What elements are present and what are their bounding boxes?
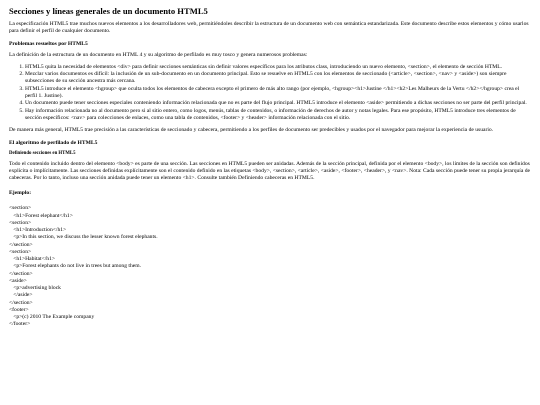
- code-line: </section>: [9, 270, 33, 277]
- code-line: <footer>: [9, 306, 29, 313]
- code-line: </section>: [9, 241, 33, 248]
- intro-paragraph: La especificación HTML5 trae muchos nuevos elementos a los desarrolladores web, permitiéndoles describir la estructura de un documento web con semántica estandarizada. Este documento describe estos elementos y cómo usarlos para definir el perfil de cualquier documento.: [9, 21, 529, 35]
- list-item: 4. Un documento puede tener secciones especiales conteniendo información relacionada que no es parte del flujo principal. HTML5 introduce el elemento <aside> permitiendo a dichas secciones no ser parte del perfil principal.: [25, 100, 531, 107]
- code-line: <p>Forest elephants do not live in trees but among them.: [9, 263, 141, 270]
- code-line: <h1>Forest elephant</h1>: [9, 212, 73, 219]
- sections-paragraph: Todo el contenido incluido dentro del elemento <body> es parte de una sección. Las secciones en HTML5 pueden ser anidadas. Además de la sección principal, definida por el elemento <body>, los límites de la sección son definidos explícita o implícitamente. Las secciones definidas explícitamente son el contenido definido en las etiquetas <body>, <section>, <article>, <aside>, <footer>, <header>, y <nav>. Nota: Cada sección puede tener su propia jerarquía de cabeceras. Por lo tanto, incluso una sección anidada puede tener un elemento <h1>. Consulte también Definiendo cabeceras en HTML5.: [9, 160, 531, 182]
- code-line: </aside>: [9, 292, 33, 299]
- code-line: <p>In this section, we discuss the lesser known forest elephants.: [9, 234, 158, 241]
- list-item: 2. Mezclar varios documentos es difícil: la inclusión de un sub-documento en un documento principal. Esto se resuelve en HTML5 con los elementos de seccionado (<article>, <section>, <nav> y <aside>) son siempre subsecciones de su sección ancestra más cercana.: [25, 71, 531, 86]
- list-item: 5. Hay información relacionada no al documento pero si al sitio entero, como logos, menús, tablas de contenidos, o información de derechos de autor y notas legales. Para ese propósito, HTML5 introduce tres elementos de sección específicos: <nav> para colecciones de enlaces, como una tabla de contenidos, <footer> y <header> información relacionada con el sitio.: [25, 108, 531, 123]
- code-example: [9, 205, 531, 328]
- problems-heading: Problemas resueltos por HTML5: [9, 40, 88, 47]
- code-line: <aside>: [9, 277, 27, 284]
- code-line: <p>advertising block: [9, 285, 61, 292]
- code-line: <section>: [9, 205, 32, 212]
- code-line: </footer>: [9, 321, 31, 328]
- problems-list: [9, 64, 531, 122]
- list-item: 3. HTML5 introduce el elemento <hgroup> que oculta todos los elementos de cabecera excepto el primero de más alto rango (por ejemplo, <hgroup><h1>Justine </h1><h2>Les Malheurs de la Vertu </h2></hgroup> crea el perfil 1. Justine).: [25, 86, 531, 101]
- code-line: <section>: [9, 248, 32, 255]
- summary-paragraph: De manera más general, HTML5 trae precisión a las características de seccionado y cabecera, permitiendo a los perfiles de documento ser predecibles y usados por el navegador para mejorar la experiencia de usuario.: [9, 127, 494, 134]
- list-item: 1. HTML5 quita la necesidad de elementos <div> para definir secciones semánticas sin definir valores específicos para los atributos class, introduciendo un nuevo elemento, <section>, el elemento de sección HTML.: [25, 64, 531, 71]
- code-line: <h1>Introduction</h1>: [9, 227, 67, 234]
- code-line: <section>: [9, 219, 32, 226]
- algorithm-heading: El algoritmo de perfilado de HTML5: [9, 139, 98, 146]
- sections-heading: Definiendo secciones en HTML5: [9, 150, 76, 156]
- code-line: <p>(c) 2010 The Example company: [9, 314, 95, 321]
- code-line: <h1>Habitat</h1>: [9, 256, 56, 263]
- example-heading: Ejemplo:: [9, 190, 32, 197]
- page-title: Secciones y líneas generales de un documento HTML5: [9, 6, 208, 16]
- code-line: </section>: [9, 299, 33, 306]
- problems-intro: La definición de la estructura de un documento en HTML 4 y su algoritmo de perfilado es muy tosco y genera numerosos problemas:: [9, 51, 308, 58]
